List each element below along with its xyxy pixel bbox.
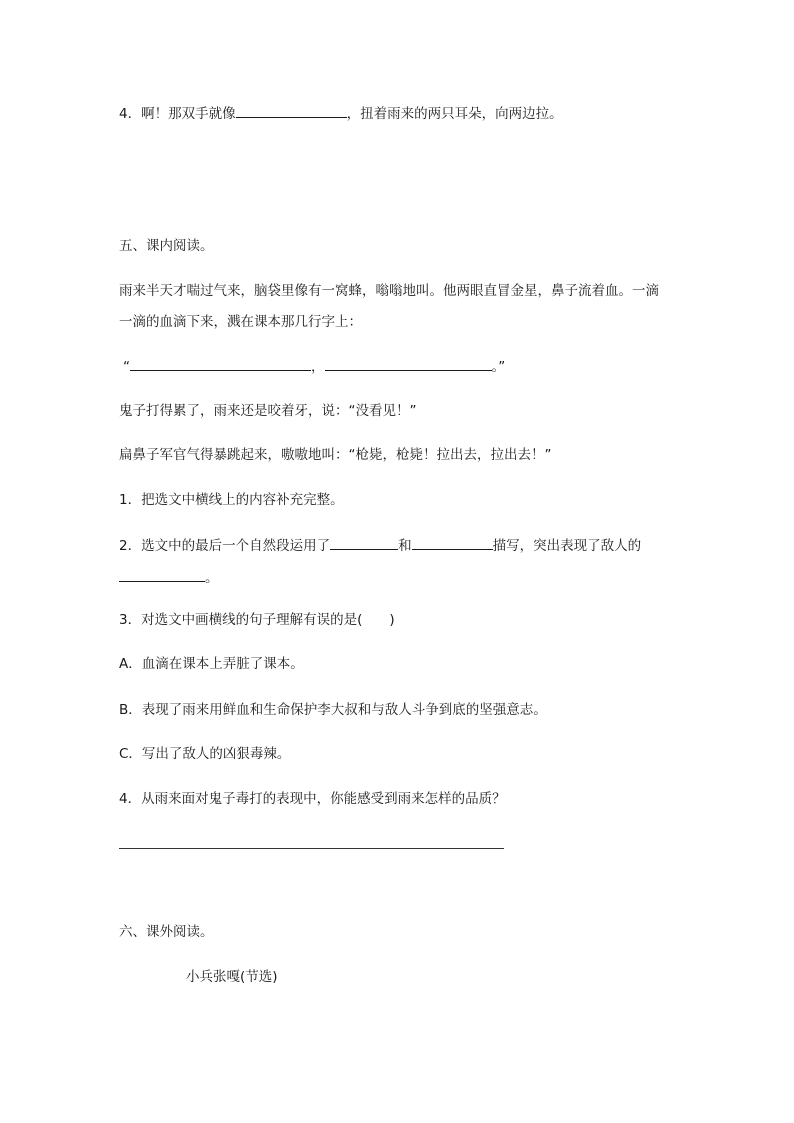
passage-quote-blanks	[123, 356, 505, 376]
question-2-text-pre: 2．选文中的最后一个自然段运用了	[119, 538, 331, 554]
question-4-text-post: ，扭着雨来的两只耳朵，向两边拉。	[346, 106, 563, 122]
answer-blank[interactable]	[236, 103, 347, 118]
passage-line-1: 雨来半天才喘过气来，脑袋里像有一窝蜂，嗡嗡地叫。他两眼直冒金星，鼻子流着血。一滴	[119, 283, 659, 299]
question-3: 3．对选文中画横线的句子理解有误的是( )	[119, 612, 395, 628]
question-4: 4．从雨来面对鬼子毒打的表现中，你能感受到雨来怎样的品质？	[119, 791, 506, 807]
answer-blank[interactable]	[330, 535, 398, 550]
question-2-text-and: 和	[398, 538, 412, 554]
quote-close: 。”	[491, 359, 506, 375]
question-2-text-end: 。	[205, 570, 219, 586]
answer-blank[interactable]	[412, 535, 493, 550]
option-a: A．血滴在课本上弄脏了课本。	[119, 656, 304, 672]
answer-line[interactable]	[119, 848, 504, 849]
answer-blank[interactable]	[325, 356, 492, 371]
option-c: C．写出了敌人的凶狠毒辣。	[119, 746, 291, 762]
question-2	[119, 535, 641, 555]
question-4-text-pre: 4．啊！那双手就像	[119, 106, 236, 122]
answer-blank[interactable]	[119, 567, 205, 582]
reading-title: 小兵张嘎(节选)	[186, 969, 278, 985]
answer-blank[interactable]	[130, 356, 311, 371]
passage-line-5: 扁鼻子军官气得暴跳起来，嗷嗷地叫：“枪毙，枪毙！拉出去，拉出去！”	[119, 447, 552, 463]
passage-line-4: 鬼子打得累了，雨来还是咬着牙，说：“没看见！”	[119, 403, 417, 419]
question-2-text-post: 描写，突出表现了敌人的	[492, 538, 642, 554]
quote-open: “	[123, 359, 130, 375]
question-4-fill-blank	[119, 103, 563, 123]
quote-comma: ，	[311, 359, 325, 375]
question-1: 1．把选文中横线上的内容补充完整。	[119, 492, 344, 508]
section-6-heading: 六、课外阅读。	[119, 924, 214, 940]
section-5-heading: 五、课内阅读。	[119, 238, 214, 254]
option-b: B．表现了雨来用鲜血和生命保护李大叔和与敌人斗争到底的坚强意志。	[119, 702, 547, 718]
passage-line-2: 一滴的血滴下来，溅在课本那几行字上：	[119, 314, 362, 330]
question-2-continued	[119, 567, 219, 587]
